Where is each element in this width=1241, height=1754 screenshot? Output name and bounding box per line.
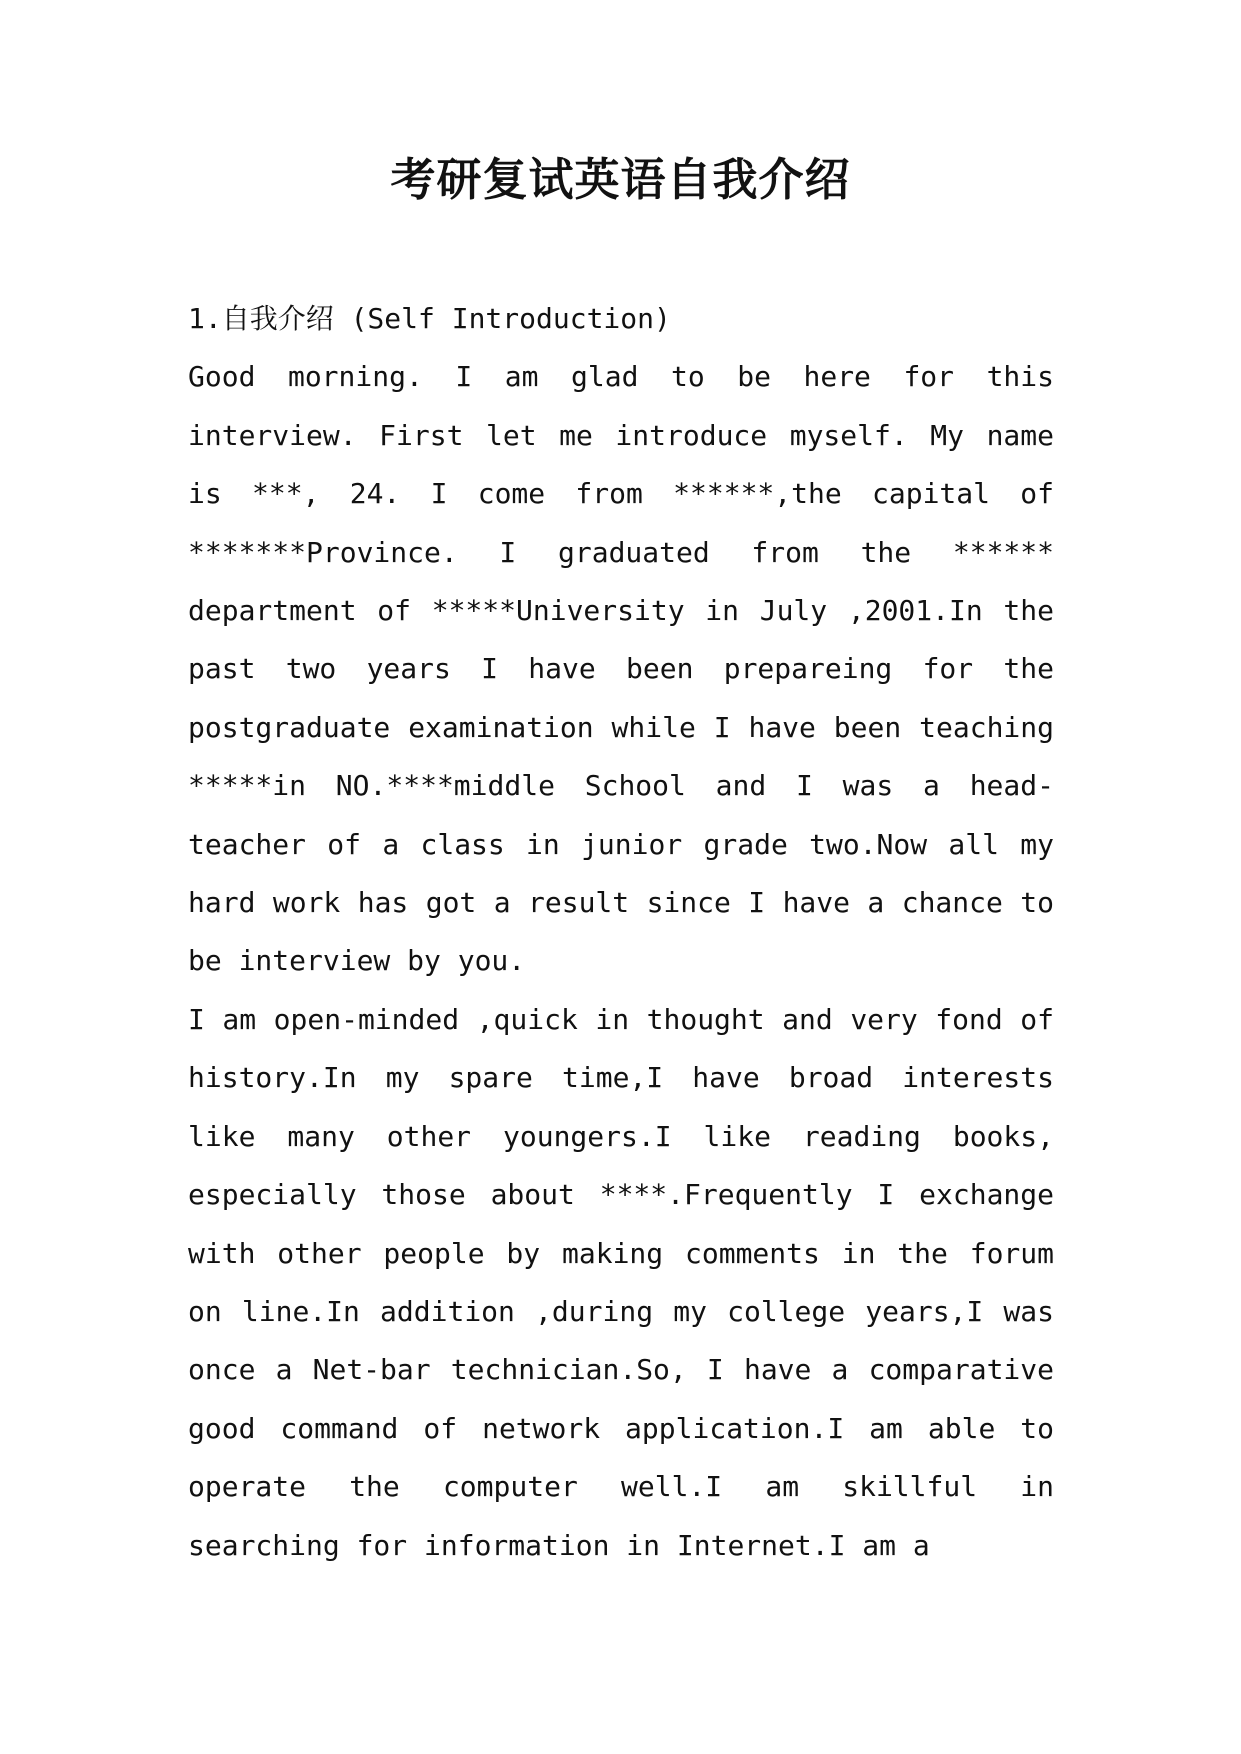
document-title: 考研复试英语自我介绍 <box>390 153 851 206</box>
document-body <box>188 290 1054 1575</box>
section-heading: 1.自我介绍 (Self Introduction) <box>188 302 671 335</box>
paragraph-2: I am open-minded ,quick in thought and very fond of history.In my spare time,I have broad interests like many other youngers.I like reading books, especially those about ****.Frequently I exchange with other people by making comments in the forum on line.In addition ,during my college years,I was once a Net-bar technician.So, I have a comparative good command of network application.I am able to operate the computer well.I am skillful in searching for information in Internet.I am a <box>188 1002 1054 1562</box>
paragraph-1: Good morning. I am glad to be here for this interview. First let me introduce myself. My name is ***, 24. I come from ******,the capital of *******Province. I graduated from the ****** department of *****University in July ,2001.In the past two years I have been prepareing for the postgraduate examination while I have been teaching *****in NO.****middle School and I was a head-teacher of a class in junior grade two.Now all my hard work has got a result since I have a chance to be interview by you. <box>188 360 1054 978</box>
